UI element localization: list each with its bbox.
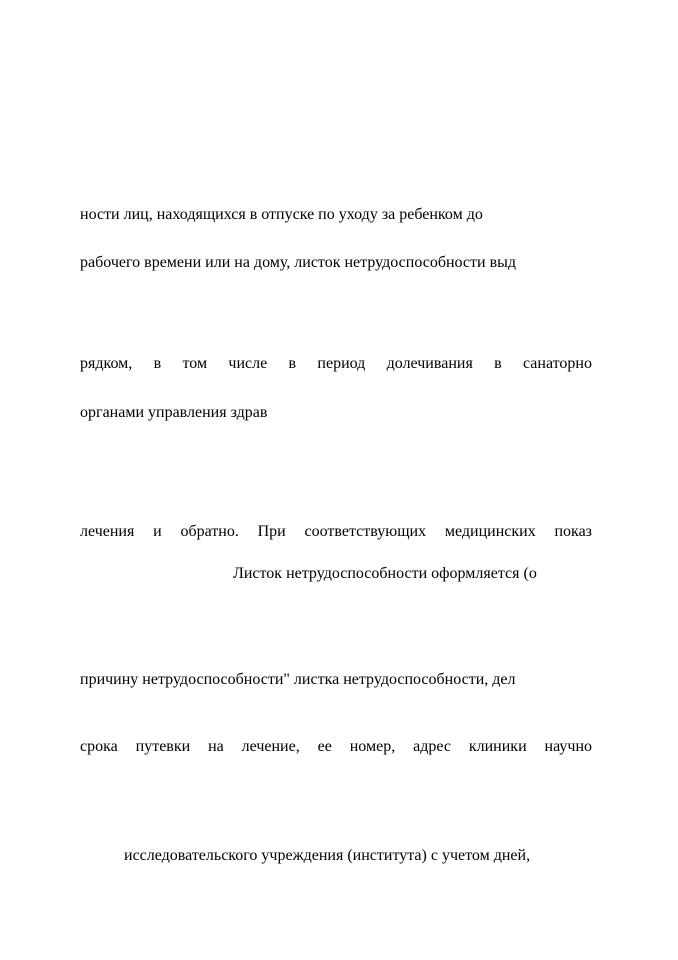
text-line-8: срока путевки на лечение, ее номер, адрес клиники научно xyxy=(80,738,592,755)
text-line-4: органами управления здрав xyxy=(80,404,268,421)
text-line-3: рядком, в том числе в период долечивания в санаторно xyxy=(80,355,592,372)
text-line-6: Листок нетрудоспособности оформляется (о xyxy=(233,565,537,582)
text-line-1: ности лиц, находящихся в отпуске по уходу за ребенком до xyxy=(80,206,483,223)
text-line-9: исследовательского учреждения (института) с учетом дней, xyxy=(124,847,531,864)
text-line-7: причину нетрудоспособности" листка нетрудоспособности, дел xyxy=(80,671,516,688)
text-line-5: лечения и обратно. При соответствующих медицинских показ xyxy=(80,523,592,540)
text-line-2: рабочего времени или на дому, листок нетрудоспособности выд xyxy=(80,254,517,271)
